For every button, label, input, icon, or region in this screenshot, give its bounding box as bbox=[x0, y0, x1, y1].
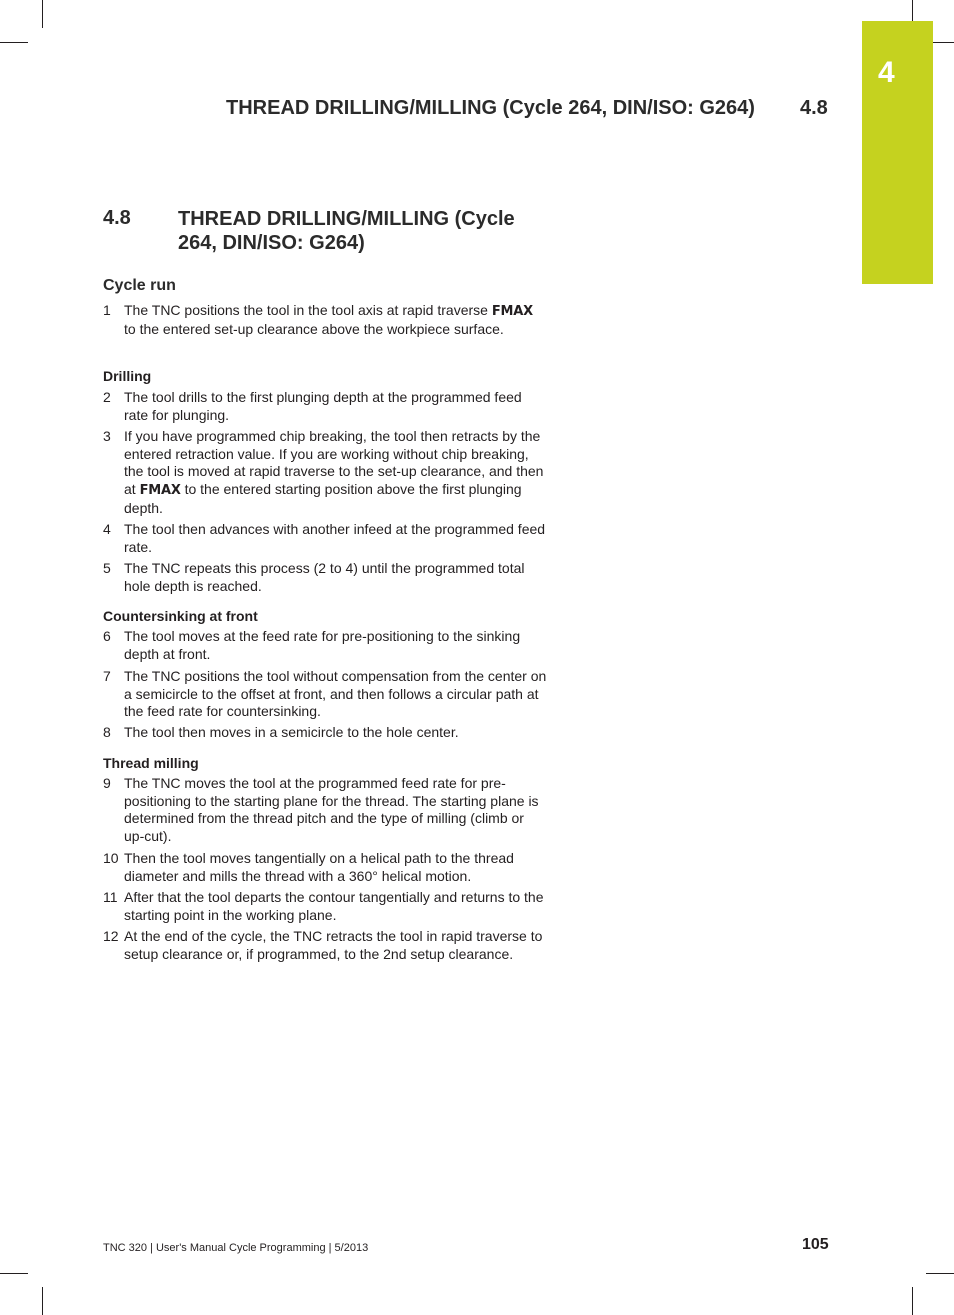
item-number: 11 bbox=[103, 889, 118, 905]
item-text: The tool moves at the feed rate for pre-positioning to the sinking depth at front. bbox=[124, 628, 521, 662]
item-text: The TNC repeats this process (2 to 4) until the programmed total hole depth is reached. bbox=[124, 560, 525, 594]
item-number: 10 bbox=[103, 850, 119, 866]
page-number: 105 bbox=[802, 1236, 829, 1253]
list-item bbox=[103, 389, 548, 424]
item-number: 6 bbox=[103, 628, 111, 644]
item-number: 4 bbox=[103, 521, 111, 537]
item-number: 12 bbox=[103, 928, 119, 944]
crop-mark bbox=[0, 1273, 28, 1274]
item-number: 5 bbox=[103, 560, 111, 576]
crop-mark bbox=[926, 1273, 954, 1274]
item-number: 3 bbox=[103, 428, 111, 444]
item-text: The tool then advances with another infeed at the programmed feed rate. bbox=[124, 521, 546, 555]
item-text bbox=[124, 428, 548, 518]
group-heading-thread-milling: Thread milling bbox=[103, 755, 199, 771]
item-text-part: If you have programmed chip breaking, the tool then retracts by the entered retraction value. If you are working without chip breaking, the tool is moved at rapid traverse to the set-up clearance, and then at bbox=[124, 428, 544, 498]
group-heading-countersinking: Countersinking at front bbox=[103, 608, 258, 624]
item-text-part: The TNC positions the tool in the tool axis at rapid traverse bbox=[124, 302, 492, 318]
list-item bbox=[103, 775, 548, 846]
footer-text: TNC 320 | User's Manual Cycle Programming | 5/2013 bbox=[103, 1242, 369, 1254]
running-header-title: THREAD DRILLING/MILLING (Cycle 264, DIN/ISO: G264) bbox=[226, 97, 755, 119]
list-item bbox=[103, 668, 548, 721]
item-text: The TNC moves the tool at the programmed feed rate for pre-positioning to the starting plane for the thread. The starting plane is determined from the thread pitch and the type of milling (climb or up-cut). bbox=[124, 775, 539, 845]
item-text-part: to the entered starting position above the first plunging depth. bbox=[124, 481, 522, 516]
item-text-part: to the entered set-up clearance above the workpiece surface. bbox=[124, 320, 504, 337]
crop-mark bbox=[42, 0, 43, 28]
section-title: THREAD DRILLING/MILLING (Cycle 264, DIN/ISO: G264) bbox=[178, 208, 515, 254]
list-item bbox=[103, 428, 548, 518]
code-keyword: FMAX bbox=[139, 483, 181, 499]
item-text: At the end of the cycle, the TNC retracts the tool in rapid traverse to setup clearance or, if programmed, to the 2nd setup clearance. bbox=[124, 928, 543, 962]
list-item bbox=[103, 628, 548, 663]
list-item bbox=[103, 850, 548, 885]
chapter-number: 4 bbox=[878, 56, 895, 89]
crop-mark bbox=[0, 42, 28, 43]
item-number: 7 bbox=[103, 668, 111, 684]
item-number: 2 bbox=[103, 389, 111, 405]
code-keyword: FMAX bbox=[491, 304, 533, 319]
running-header bbox=[226, 97, 831, 120]
list-item bbox=[103, 928, 548, 963]
item-text: After that the tool departs the contour tangentially and returns to the starting point in the working plane. bbox=[124, 889, 544, 923]
list-item bbox=[103, 302, 548, 338]
running-header-section: 4.8 bbox=[800, 97, 828, 119]
crop-mark bbox=[912, 1287, 913, 1315]
list-item bbox=[103, 889, 548, 924]
item-text: The tool drills to the first plunging depth at the programmed feed rate for plunging. bbox=[124, 389, 522, 423]
item-text: Then the tool moves tangentially on a helical path to the thread diameter and mills the thread with a 360° helical motion. bbox=[124, 850, 514, 884]
item-text: The tool then moves in a semicircle to the hole center. bbox=[124, 724, 459, 740]
crop-mark bbox=[42, 1287, 43, 1315]
list-item bbox=[103, 724, 548, 742]
list-item bbox=[103, 560, 548, 595]
item-number: 8 bbox=[103, 724, 111, 740]
item-text: The TNC positions the tool without compensation from the center on a semicircle to the offset at front, and then follows a circular path at the feed rate for countersinking. bbox=[124, 668, 547, 720]
item-number: 1 bbox=[103, 302, 111, 318]
subsection-title: Cycle run bbox=[103, 277, 176, 294]
item-text bbox=[124, 302, 548, 338]
section-number: 4.8 bbox=[103, 207, 131, 229]
list-item bbox=[103, 521, 548, 556]
group-heading-drilling: Drilling bbox=[103, 368, 152, 384]
item-number: 9 bbox=[103, 775, 111, 791]
